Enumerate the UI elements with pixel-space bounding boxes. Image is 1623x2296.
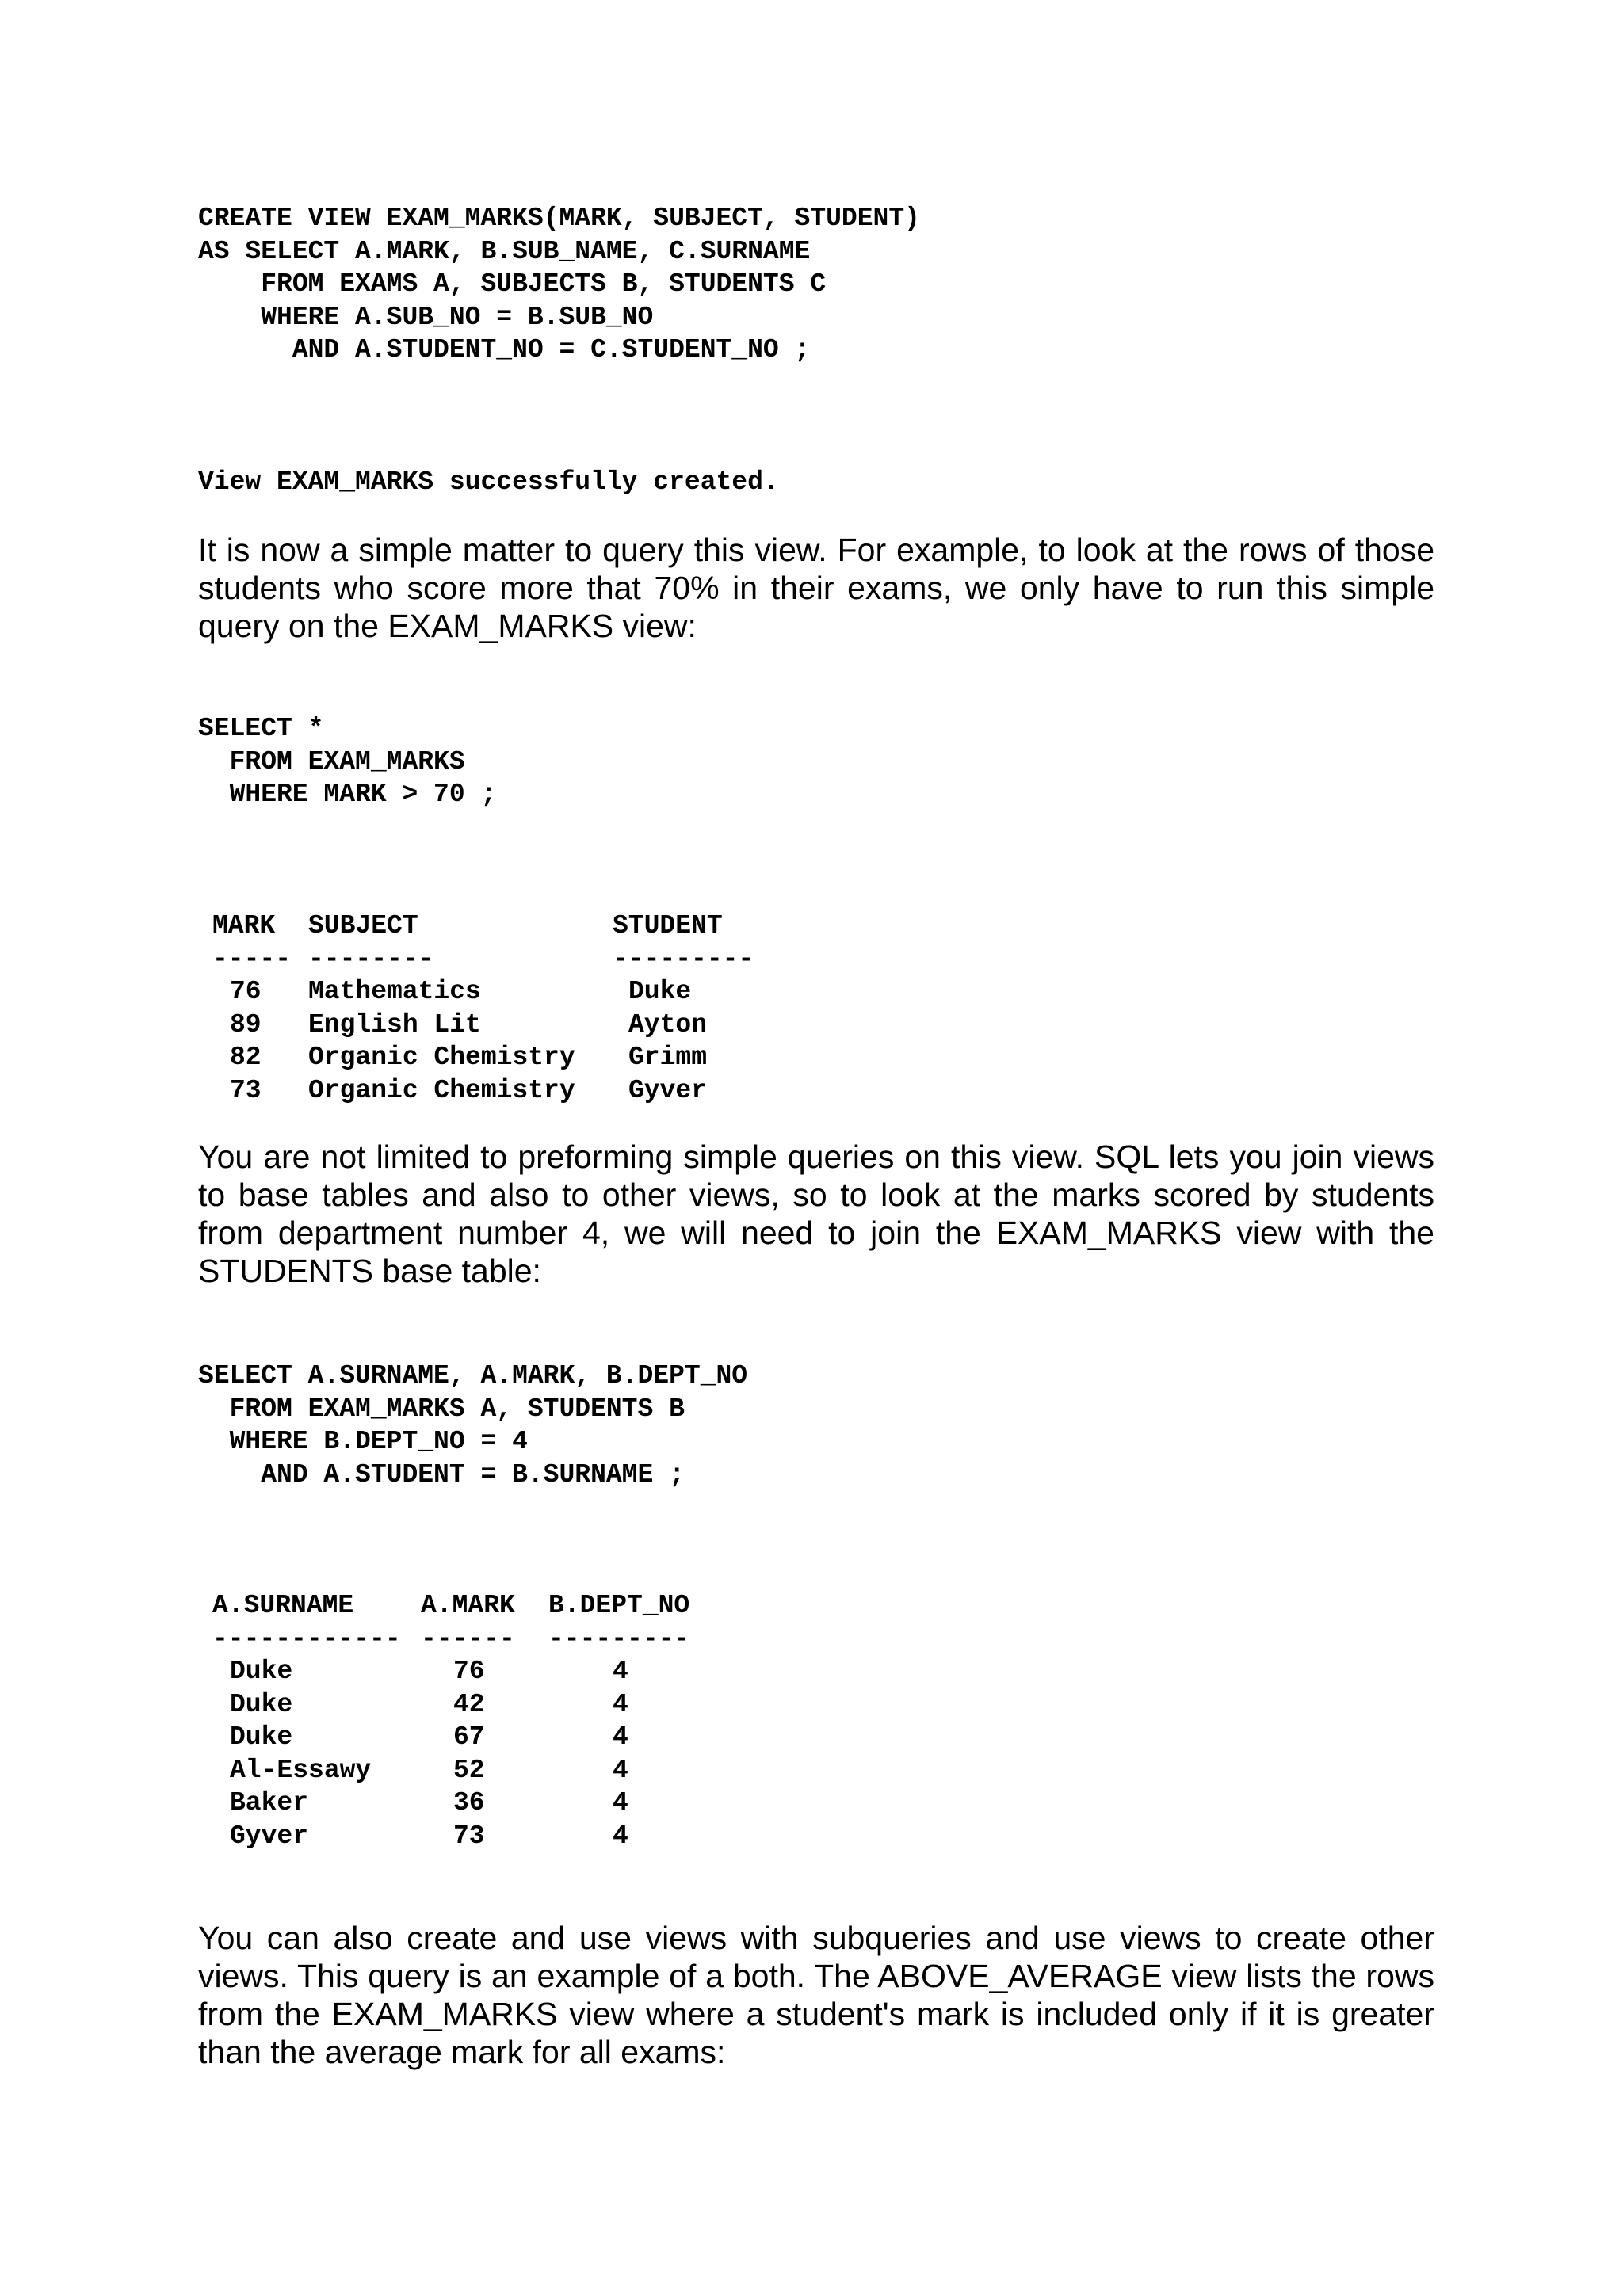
student-cell: Gyver — [628, 1075, 708, 1105]
mark-cell: 76 — [453, 1657, 485, 1686]
column-header: A.MARK — [421, 1591, 515, 1620]
dept-cell: 4 — [613, 1788, 628, 1817]
surname-cell: Al-Essawy — [230, 1755, 372, 1785]
dept-cell: 4 — [613, 1821, 628, 1851]
surname-cell: Gyver — [230, 1821, 309, 1851]
mark-cell: 52 — [453, 1755, 485, 1785]
create-success-message: View EXAM_MARKS successfully created. — [198, 467, 779, 497]
mark-cell: 73 — [453, 1821, 485, 1851]
surname-cell: Baker — [230, 1788, 309, 1817]
dept-cell: 4 — [613, 1657, 628, 1686]
subject-cell: English Lit — [308, 1009, 481, 1039]
column-header: A.SURNAME — [212, 1591, 354, 1620]
dept-cell: 4 — [613, 1755, 628, 1785]
paragraph-query-view: It is now a simple matter to query this view. For example, to look at the rows of those students who score more that 70% in their exams, we only have to run this simple query on the EXAM_MARKS view: — [198, 532, 1434, 644]
mark-cell: 76 — [230, 977, 262, 1006]
surname-cell: Duke — [230, 1722, 293, 1752]
select-join-code: SELECT A.SURNAME, A.MARK, B.DEPT_NO FROM EXAM_MARKS A, STUDENTS B WHERE B.DEPT_NO = 4 AND A.STUDENT = B.SURNAME ; — [198, 1361, 748, 1489]
mark-cell: 42 — [453, 1689, 485, 1719]
student-cell: Duke — [628, 977, 692, 1006]
mark-cell: 67 — [453, 1722, 485, 1752]
header-underline: --------- — [613, 944, 754, 974]
header-underline: ------------ — [212, 1623, 401, 1653]
dept-cell: 4 — [613, 1689, 628, 1719]
header-underline: -------- — [308, 944, 434, 974]
create-view-code: CREATE VIEW EXAM_MARKS(MARK, SUBJECT, STUDENT) AS SELECT A.MARK, B.SUB_NAME, C.SURNAME FROM EXAMS A, SUBJECTS B, STUDENTS C WHERE A.SUB_NO = B.SUB_NO AND A.STUDENT_NO = C.STUDENT_NO ; — [198, 204, 920, 364]
column-header: MARK — [212, 911, 276, 940]
mark-cell: 82 — [230, 1043, 262, 1072]
column-header: STUDENT — [613, 911, 723, 940]
header-underline: ----- — [212, 944, 292, 974]
subject-cell: Organic Chemistry — [308, 1043, 575, 1072]
mark-cell: 89 — [230, 1009, 262, 1039]
paragraph-join-views: You are not limited to preforming simple queries on this view. SQL lets you join views to base tables and also to other views, so to look at the marks scored by students from department number 4, we will need to join the EXAM_MARKS view with the STUDENTS base table: — [198, 1138, 1434, 1289]
header-underline: ------ — [421, 1623, 515, 1653]
mark-cell: 73 — [230, 1075, 262, 1105]
select-marks-over-70-code: SELECT * FROM EXAM_MARKS WHERE MARK > 70 ; — [198, 714, 497, 809]
subject-cell: Mathematics — [308, 977, 481, 1006]
dept-cell: 4 — [613, 1722, 628, 1752]
subject-cell: Organic Chemistry — [308, 1075, 575, 1105]
mark-cell: 36 — [453, 1788, 485, 1817]
header-underline: --------- — [548, 1623, 690, 1653]
student-cell: Ayton — [628, 1009, 708, 1039]
column-header: SUBJECT — [308, 911, 418, 940]
column-header: B.DEPT_NO — [548, 1591, 690, 1620]
surname-cell: Duke — [230, 1657, 293, 1686]
student-cell: Grimm — [628, 1043, 708, 1072]
paragraph-subqueries: You can also create and use views with subqueries and use views to create other views. This query is an example of a both. The ABOVE_AVERAGE view lists the rows from the EXAM_MARKS view where a student's mark is included only if it is greater than the average mark for all exams: — [198, 1920, 1434, 2070]
surname-cell: Duke — [230, 1689, 293, 1719]
